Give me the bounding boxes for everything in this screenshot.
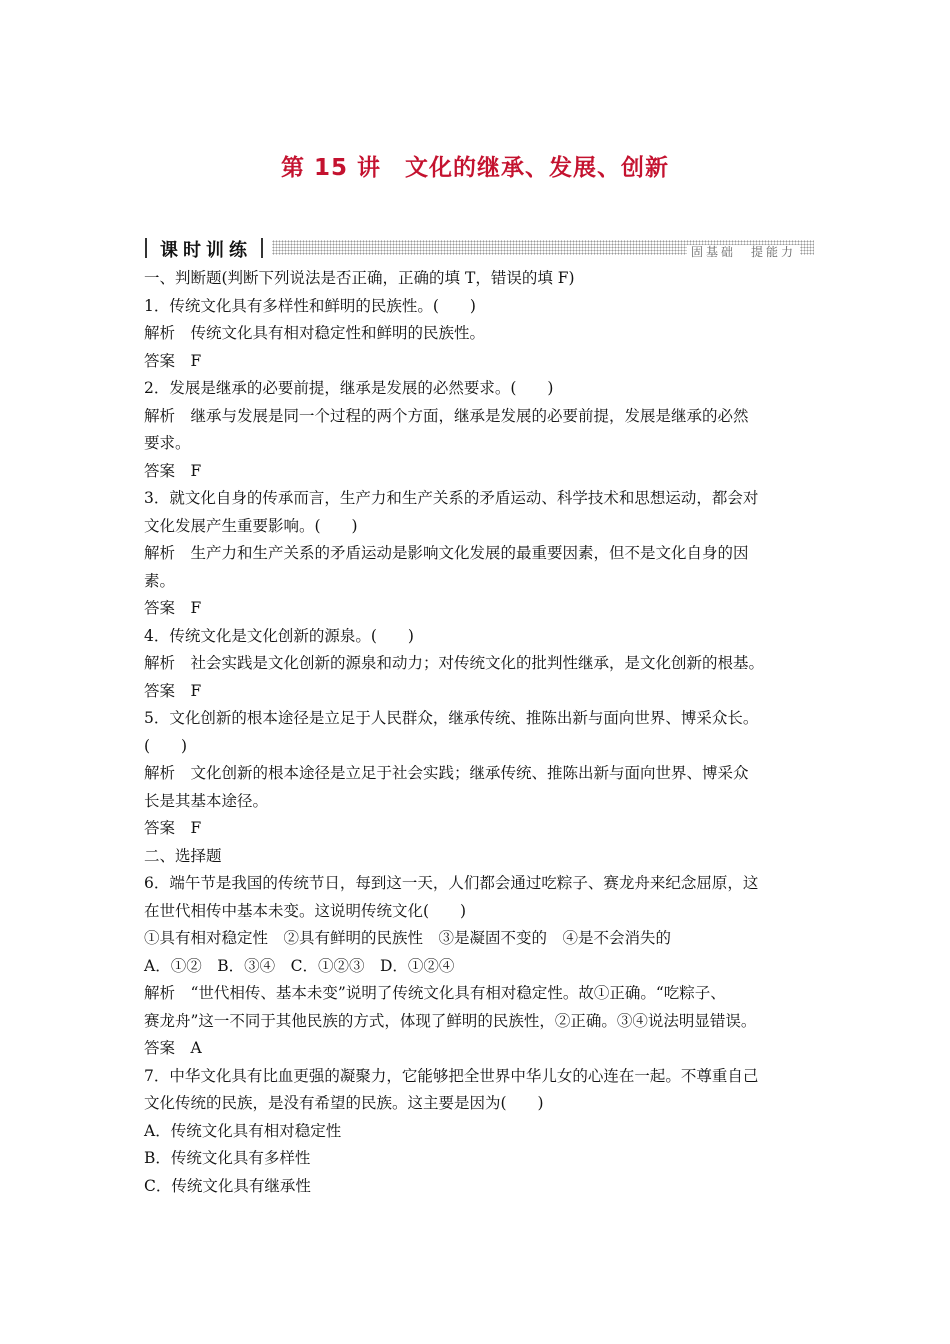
section-heading: 二、选择题 <box>144 846 222 865</box>
question-line: 3．就文化自身的传承而言，生产力和生产关系的矛盾运动、科学技术和思想运动，都会对 <box>144 489 759 507</box>
analysis-line: 要求。 <box>144 434 191 452</box>
choice-option: C．传统文化具有继承性 <box>144 1176 311 1195</box>
lesson-title: 第 15 讲 文化的继承、发展、创新 <box>280 155 670 181</box>
banner-dotted-band <box>272 240 814 259</box>
statement-options: ①具有相对稳定性 ②具有鲜明的民族性 ③是凝固不变的 ④是不会消失的 <box>144 929 672 947</box>
choice-option: A．传统文化具有相对稳定性 <box>144 1121 342 1140</box>
exercise-content <box>144 265 814 1200</box>
banner-tag: 固基础 提能力 <box>687 245 800 260</box>
analysis-line: 解析 传统文化具有相对稳定性和鲜明的民族性。 <box>144 324 486 342</box>
analysis-line: 长是其基本途径。 <box>144 791 269 810</box>
question-line: 1．传统文化具有多样性和鲜明的民族性。( ) <box>144 296 476 315</box>
question-line: 7．中华文化具有比血更强的凝聚力，它能够把全世界中华儿女的心连在一起。不尊重自己 <box>144 1066 759 1085</box>
answer-line: 答案 F <box>144 461 202 480</box>
question-line: 文化发展产生重要影响。( ) <box>144 516 358 535</box>
analysis-line: 解析 社会实践是文化创新的源泉和动力；对传统文化的批判性继承，是文化创新的根基。 <box>144 654 765 672</box>
analysis-line: 解析 生产力和生产关系的矛盾运动是影响文化发展的最重要因素，但不是文化自身的因 <box>144 544 749 562</box>
question-line: 5．文化创新的根本途径是立足于人民群众，继承传统、推陈出新与面向世界、博采众长。 <box>144 709 759 727</box>
question-line: 2．发展是继承的必要前提，继承是发展的必然要求。( ) <box>144 379 554 397</box>
banner-label: 课时训练 <box>160 240 252 261</box>
analysis-line: 解析 继承与发展是同一个过程的两个方面，继承是发展的必要前提，发展是继承的必然 <box>144 406 749 425</box>
question-line: 6．端午节是我国的传统节日，每到这一天，人们都会通过吃粽子、赛龙舟来纪念屈原，这 <box>144 874 759 892</box>
choice-option: B．传统文化具有多样性 <box>144 1149 311 1167</box>
choice-options: A．①② B．③④ C．①②③ D．①②④ <box>144 956 455 975</box>
answer-line: 答案 F <box>144 681 202 700</box>
analysis-line: 素。 <box>144 571 176 590</box>
analysis-line: 解析 文化创新的根本途径是立足于社会实践；继承传统、推陈出新与面向世界、博采众 <box>144 764 749 782</box>
section-banner <box>144 235 814 261</box>
answer-line: 答案 F <box>144 351 202 370</box>
analysis-line: 解析 “世代相传、基本未变”说明了传统文化具有相对稳定性。故①正确。“吃粽子、 <box>144 984 726 1002</box>
answer-line: 答案 F <box>144 819 202 837</box>
section-heading: 一、判断题(判断下列说法是否正确，正确的填 T，错误的填 F) <box>144 269 575 287</box>
answer-line: 答案 F <box>144 599 202 617</box>
question-line: 在世代相传中基本未变。这说明传统文化( ) <box>144 901 467 920</box>
question-line: 文化传统的民族，是没有希望的民族。这主要是因为( ) <box>144 1094 544 1112</box>
analysis-line: 赛龙舟”这一不同于其他民族的方式，体现了鲜明的民族性，②正确。③④说法明显错误。 <box>144 1011 757 1030</box>
question-line: 4．传统文化是文化创新的源泉。( ) <box>144 626 414 645</box>
banner-right-bar <box>261 238 263 258</box>
banner-left-bar <box>145 238 147 258</box>
answer-line: 答案 A <box>144 1039 202 1057</box>
question-line: ( ) <box>144 736 188 755</box>
